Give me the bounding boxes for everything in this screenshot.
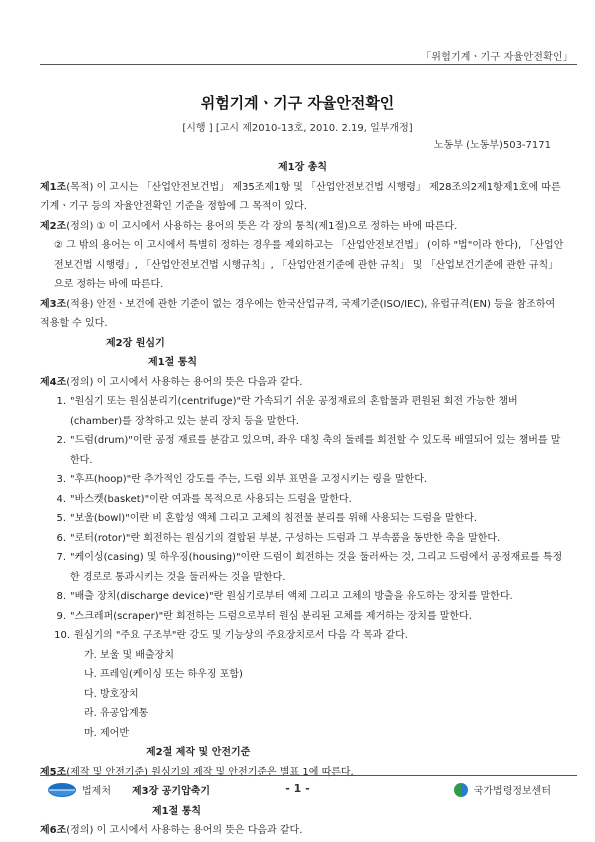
- article-text: (목적) 이 고시는 「산업안전보건법」 제35조제1항 및 「산업안전보건법 시행령」 제28조의2제1항제1호에 따른 기계ㆍ기구 등의 자율안전확인 기준을 정함에 그 목적이 있다.: [40, 181, 561, 212]
- item-number: 1.: [56, 396, 66, 407]
- article-text: (제작 및 안전기준) 원심기의 제작 및 안전기준은 별표 1에 따른다.: [66, 766, 354, 778]
- list-item: [54, 626, 565, 646]
- item-text: "원심기 또는 원심분리기(centrifuge)"란 가속되기 쉬운 공정재료의 혼합물과 편원된 회전 가능한 챔버(chamber)를 장착하고 있는 분리 장치 등을 말한다.: [70, 396, 518, 427]
- enforcement-info: [시행 ] [고시 제2010-13호, 2010. 2.19, 일부개정]: [182, 123, 413, 134]
- item-text: "바스켓(basket)"이란 여과를 목적으로 사용되는 드럼을 말한다.: [70, 493, 352, 505]
- article-6: [40, 821, 565, 841]
- article-4: [40, 373, 565, 393]
- list-item: [54, 587, 565, 607]
- item-text: "드럼(drum)"이란 공정 재료를 분감고 있으며, 좌우 대칭 축의 둘레를 회전할 수 있도록 배열되어 있는 챔버를 말한다.: [70, 435, 561, 466]
- article-2: [40, 217, 565, 237]
- item-number: 5.: [56, 513, 66, 524]
- item-number: 7.: [56, 552, 66, 563]
- item-number: 3.: [56, 474, 66, 485]
- list-item: [54, 529, 565, 549]
- sub-item: 가. 보울 및 배출장치: [84, 649, 174, 661]
- item-text: "스크레퍼(scraper)"란 회전하는 드럼으로부터 원심 분리된 고체를 제거하는 장치를 말한다.: [70, 610, 472, 622]
- article-number: 제1조: [40, 181, 67, 193]
- document-body: [40, 158, 565, 841]
- article-text: (적용) 안전ㆍ보건에 관한 기준이 없는 경우에는 한국산업규격, 국제기준(ISO/IEC), 유럽규격(EN) 등을 참조하여 적용할 수 있다.: [40, 298, 556, 329]
- item-number: 10.: [54, 630, 70, 641]
- chapter-2-section-1-heading: 제1절 통칙: [148, 357, 198, 368]
- list-item: [54, 607, 565, 627]
- article-4-subitems: [54, 646, 565, 744]
- item-number: 4.: [56, 493, 66, 505]
- list-item: [54, 548, 565, 587]
- list-item: [54, 431, 565, 470]
- sub-item: 마. 제어반: [84, 727, 129, 739]
- item-text: 원심기의 "주요 구조부"란 강도 및 기능상의 주요장치로서 다음 각 목과 같다.: [74, 630, 408, 641]
- article-number: 제3조: [40, 298, 67, 310]
- item-number: 9.: [56, 610, 66, 622]
- page-number: - 1 -: [285, 782, 310, 795]
- list-item: [54, 470, 565, 490]
- page-footer: [0, 782, 595, 802]
- item-number: 8.: [56, 591, 66, 602]
- article-text: (정의) ① 이 고시에서 사용하는 용어의 뜻은 각 장의 통칙(제1절)으로 정하는 바에 따른다.: [66, 220, 458, 232]
- footer-right: [454, 782, 551, 797]
- list-item: [54, 490, 565, 510]
- agency-contact: 노동부 (노동부)503-7171: [433, 140, 551, 151]
- chapter-1-heading: 제1장 총칙: [277, 162, 328, 173]
- article-text: (정의) 이 고시에서 사용하는 용어의 뜻은 다음과 같다.: [66, 376, 303, 388]
- law-center-logo-icon: [454, 783, 468, 797]
- sub-item: 라. 유공압계통: [84, 708, 149, 719]
- item-text: "후프(hoop)"란 추가적인 강도를 주는, 드럼 외부 표면을 고정시키는 링을 말한다.: [70, 474, 428, 485]
- chapter-3-section-1-heading: 제1절 통칙: [152, 805, 202, 817]
- article-2-paragraph-2: ② 그 밖의 용어는 이 고시에서 특별히 정하는 경우를 제외하고는 「산업안전보건법」 (이하 "법"이라 한다), 「산업안전보건법 시행령」, 「산업안전보건법 시행규칙」, 「산업안전기준에 관한 규칙」 및 「산업보건기준에 관한 규칙」으로 정하는 바에 따른다.: [54, 240, 564, 290]
- article-1: [40, 178, 565, 217]
- article-number: 제6조: [40, 825, 67, 836]
- sub-item: 나. 프레임(케이싱 또는 하우징 포함): [84, 669, 243, 680]
- article-5: [40, 763, 565, 783]
- header-divider: [40, 64, 577, 65]
- article-3: [40, 295, 565, 334]
- list-item: [54, 509, 565, 529]
- article-text: (정의) 이 고시에서 사용하는 용어의 뜻은 다음과 같다.: [66, 825, 303, 836]
- item-number: 2.: [56, 435, 66, 446]
- footer-publisher: 국가법령정보센터: [473, 786, 551, 797]
- chapter-2-section-2-heading: 제2절 제작 및 안전기준: [146, 747, 251, 758]
- item-text: "보울(bowl)"이란 비 혼합성 액체 그리고 고체의 침전물 분리를 위해 사용되는 드럼을 말한다.: [70, 513, 478, 524]
- list-item: [54, 392, 565, 431]
- item-text: "케이싱(casing) 및 하우징(housing)"이란 드럼이 회전하는 것을 둘러싸는 것, 그리고 드럼에서 공정재료를 특정한 경로로 통과시키는 것을 둘러싸는 것을 말한다.: [70, 552, 563, 583]
- footer-source: 법제처: [82, 786, 111, 797]
- sub-item: 다. 방호장치: [84, 688, 139, 700]
- chapter-2-heading: 제2장 원심기: [106, 337, 165, 349]
- item-number: 6.: [56, 532, 66, 544]
- chapter-3-heading: 제3장 공기압축기: [132, 786, 211, 797]
- article-number: 제4조: [40, 376, 67, 388]
- item-text: "배출 장치(discharge device)"란 원심기로부터 액체 그리고 고체의 방출을 유도하는 장치를 말한다.: [70, 591, 513, 602]
- footer-divider: [40, 775, 577, 776]
- article-number: 제5조: [40, 766, 67, 778]
- running-header: 「위험기계ㆍ기구 자율안전확인」: [421, 52, 573, 63]
- page-title: 위험기계ㆍ기구 자율안전확인: [200, 94, 395, 112]
- article-4-items: [40, 392, 565, 743]
- item-text: "로터(rotor)"란 회전하는 원심기의 결합된 부분, 구성하는 드럼과 그 부속품을 동반한 축을 말한다.: [70, 532, 501, 544]
- article-number: 제2조: [40, 220, 67, 232]
